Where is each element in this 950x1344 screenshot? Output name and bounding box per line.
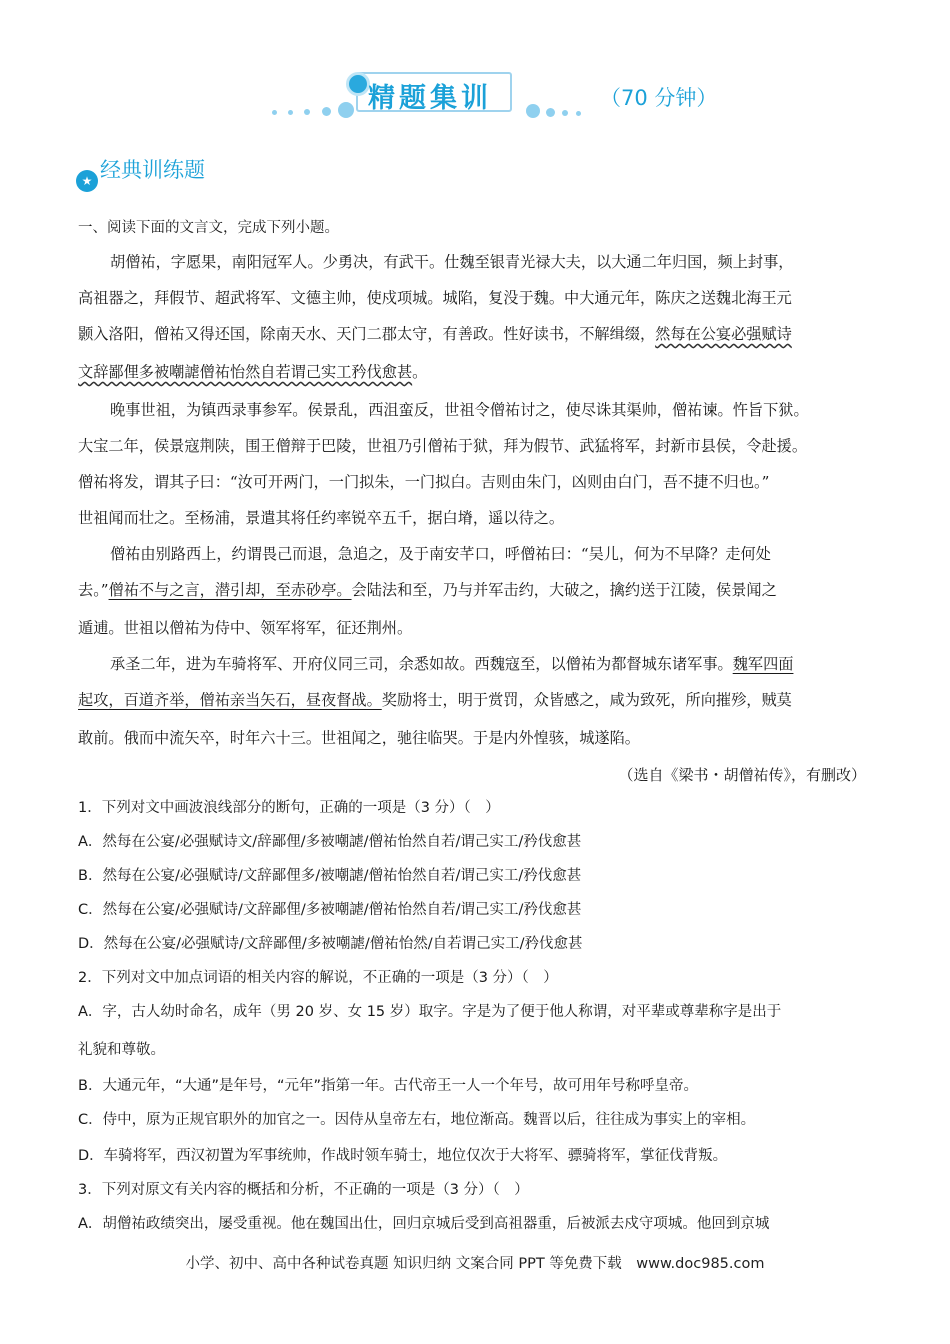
source-citation: （选自《梁书・胡僧祐传》，有删改） bbox=[618, 766, 866, 784]
footer-text: 小学、初中、高中各种试卷真题 知识归纳 文案合同 PPT 等免费下载 www.doc985.com bbox=[185, 1256, 765, 1272]
passage-line: 高祖器之，拜假节、超武将军、文德主帅，使戍项城。城陷，复没于魏。中大通元年，陈庆之送魏北海王元 bbox=[78, 289, 792, 307]
option-item: C．侍中，原为正规官职外的加官之一。因侍从皇帝左右，地位渐高。魏晋以后，往往成为事实上的宰相。 bbox=[78, 1112, 756, 1128]
passage-line: 大宝二年，侯景寇荆陕，围王僧辩于巴陵，世祖乃引僧祐于狱，拜为假节、武猛将军，封新市县侯，令赴援。 bbox=[78, 437, 807, 455]
option-item: D．然每在公宴/必强赋诗/文辞鄙俚/多被嘲謔/僧祐怡然/自若谓己实工/矜伐愈甚 bbox=[78, 936, 583, 952]
passage-line: 敢前。俄而中流矢卒，时年六十三。世祖闻之，驰往临哭。于是内外惶骇，城遂陷。 bbox=[78, 729, 640, 747]
question-stem: 2．下列对文中加点词语的相关内容的解说，不正确的一项是（3 分）（ ） bbox=[78, 970, 558, 986]
option-item: 礼貌和尊敬。 bbox=[78, 1042, 165, 1058]
passage-line: 世祖闻而壮之。至杨浦，景遣其将任约率锐卒五千，据白塉，遥以待之。 bbox=[78, 509, 564, 527]
wavy-underline-text: 然每在公宴必强赋诗 bbox=[655, 325, 792, 343]
passage-line: 起攻，百道齐举，僧祐亲当矢石，昼夜督战。奖励将士，明于赏罚，众皆感之，咸为致死，所向摧殄，贼莫 bbox=[78, 691, 792, 709]
option-item: A．胡僧祐政绩突出，屡受重视。他在魏国出仕，回归京城后受到高祖器重，后被派去戍守项城。他回到京城 bbox=[78, 1216, 770, 1232]
passage-line: 文辞鄙俚多被嘲謔僧祐怡然自若谓己实工矜伐愈甚。 bbox=[78, 363, 428, 381]
passage-line: 晚事世祖，为镇西录事参军。侯景乱，西沮蛮反，世祖令僧祐讨之，使尽诛其渠帅，僧祐谏。忤旨下狱。 bbox=[110, 401, 809, 419]
passage-line: 去。”僧祐不与之言，潜引却，至赤砂亭。会陆法和至，乃与并军击约，大破之，擒约送于江陵，侯景闻之 bbox=[78, 581, 777, 599]
section-label: 经典训练题 bbox=[100, 158, 205, 182]
passage-line: 僧祐将发，谓其子曰：“汝可开两门，一门拟朱，一门拟白。吉则由朱门，凶则由白门，吾不捷不归也。” bbox=[78, 473, 770, 491]
section-heading bbox=[76, 150, 326, 194]
underlined-text: 魏军四面 bbox=[732, 655, 794, 673]
time-limit: （70 分钟） bbox=[600, 86, 718, 110]
option-item: B．然每在公宴/必强赋诗/文辞鄙俚多/被嘲謔/僧祐怡然自若/谓己实工/矜伐愈甚 bbox=[78, 868, 582, 884]
option-item: D．车骑将军，西汉初置为军事统帅，作战时领车骑士，地位仅次于大将军、骠骑将军，掌征伐背叛。 bbox=[78, 1148, 728, 1164]
magnifier-icon bbox=[346, 72, 370, 96]
underlined-text: 起攻，百道齐举，僧祐亲当矢石，昼夜督战。 bbox=[78, 691, 382, 709]
question-stem: 1．下列对文中画波浪线部分的断句，正确的一项是（3 分）（ ） bbox=[78, 800, 500, 816]
option-item: C．然每在公宴/必强赋诗/文辞鄙俚/多被嘲謔/僧祐怡然自若/谓己实工/矜伐愈甚 bbox=[78, 902, 582, 918]
passage-line: 承圣二年，进为车骑将军、开府仪同三司，余悉如故。西魏寇至，以僧祐为都督城东诸军事。魏军四面 bbox=[110, 655, 794, 673]
passage-line: 僧祐由别路西上，约谓畏己而退，急追之，及于南安芊口，呼僧祐曰：“吴儿，何为不早降？走何处 bbox=[110, 545, 771, 563]
option-item: B．大通元年，“大通”是年号，“元年”指第一年。古代帝王一人一个年号，故可用年号称呼皇帝。 bbox=[78, 1078, 698, 1094]
passage-line: 胡僧祐，字愿果，南阳冠军人。少勇决，有武干。仕魏至银青光禄大夫，以大通二年归国，频上封事， bbox=[110, 253, 794, 271]
option-item: A．字，古人幼时命名，成年（男 20 岁、女 15 岁）取字。字是为了便于他人称谓，对平辈或尊辈称字是出于 bbox=[78, 1004, 782, 1020]
passage-line: 颢入洛阳，僧祐又得还国，除南天水、天门二郡太守，有善政。性好读书，不解缉缀，然每在公宴必强赋诗 bbox=[78, 325, 792, 343]
intro-line: 一、阅读下面的文言文，完成下列小题。 bbox=[78, 220, 339, 236]
trophy-icon: ★ bbox=[76, 170, 98, 192]
section-banner bbox=[270, 68, 718, 124]
banner-title: 精题集训 bbox=[368, 83, 492, 114]
passage-line: 遁逋。世祖以僧祐为侍中、领军将军，征还荆州。 bbox=[78, 619, 413, 637]
underlined-text: 僧祐不与之言，潜引却，至赤砂亭。 bbox=[108, 581, 352, 599]
question-stem: 3．下列对原文有关内容的概括和分析，不正确的一项是（3 分）（ ） bbox=[78, 1182, 529, 1198]
wavy-underline-text: 文辞鄙俚多被嘲謔僧祐怡然自若谓己实工矜伐愈甚 bbox=[78, 363, 413, 381]
option-item: A．然每在公宴/必强赋诗文/辞鄙俚/多被嘲謔/僧祐怡然自若/谓己实工/矜伐愈甚 bbox=[78, 834, 582, 850]
